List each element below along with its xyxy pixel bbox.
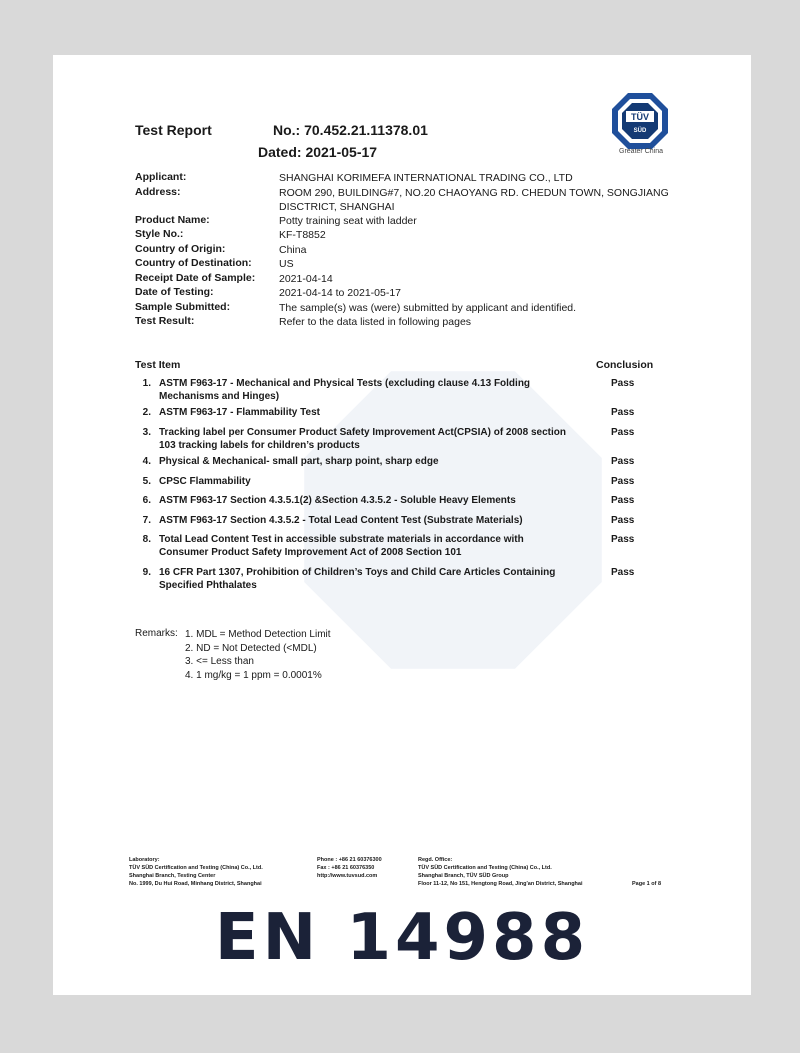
info-row-style	[135, 228, 695, 243]
info-label: Country of Destination:	[135, 257, 252, 269]
item-text: ASTM F963-17 - Mechanical and Physical Tests (excluding clause 4.13 Folding Mechanisms and Hinges)	[159, 378, 531, 402]
remark-item: 1. MDL = Method Detection Limit	[185, 629, 331, 640]
info-value: China	[279, 243, 307, 256]
item-text: ASTM F963-17 Section 4.3.5.1(2) &Section 4.3.5.2 - Soluble Heavy Elements	[159, 495, 516, 506]
footer-office: Regd. Office: TÜV SÜD Certification and Testing (China) Co., Ltd. Shanghai Branch, TÜV SÜD Group Floor 11-12, No 151, Hengtong Road, Jing'an District, Shanghai	[418, 857, 583, 887]
item-result: Pass	[611, 407, 635, 418]
item-number: 3.	[142, 427, 151, 438]
remark-item: 4. 1 mg/kg = 1 ppm = 0.0001%	[185, 669, 322, 681]
info-value: 2021-04-14 to 2021-05-17	[279, 287, 402, 299]
item-number: 9.	[142, 567, 151, 578]
info-value: Potty training seat with ladder	[279, 214, 417, 227]
item-number: 4.	[142, 456, 151, 467]
item-number: 6.	[142, 495, 151, 506]
item-result: Pass	[611, 534, 635, 545]
item-text: Tracking label per Consumer Product Safety Improvement Act(CPSIA) of 2008 section 103 tracking labels for children’s products	[159, 427, 566, 451]
item-result: Pass	[611, 567, 635, 578]
item-result: Pass	[611, 515, 635, 526]
item-text: Physical & Mechanical- small part, sharp point, sharp edge	[159, 456, 439, 467]
item-number: 7.	[142, 515, 151, 526]
svg-text:TÜV: TÜV	[631, 112, 649, 122]
item-number: 2.	[142, 407, 151, 418]
info-value: US	[279, 258, 294, 270]
page-number: Page 1 of 8	[632, 881, 662, 887]
tuv-sud-logo-icon	[610, 91, 670, 155]
info-value: SHANGHAI KORIMEFA INTERNATIONAL TRADING CO., LTD	[279, 172, 573, 184]
info-label: Address:	[135, 185, 181, 198]
remark-item: 3. <= Less than	[185, 656, 254, 667]
report-number: No.: 70.452.21.11378.01	[273, 122, 428, 138]
info-row-destination	[135, 257, 695, 272]
footer-contact: Phone : +86 21 60376300 Fax : +86 21 60376350 http://www.tuvsud.com	[317, 857, 382, 879]
info-row-product	[135, 214, 695, 229]
report-label: Test Report	[135, 122, 212, 138]
report-info	[135, 171, 695, 330]
info-row-testing-date	[135, 286, 695, 301]
info-value: ROOM 290, BUILDING#7, NO.20 CHAOYANG RD. CHEDUN TOWN, SONGJIANG	[279, 186, 669, 199]
info-value: 2021-04-14	[279, 272, 333, 285]
remarks-list	[185, 628, 331, 682]
info-label: Test Result:	[135, 315, 195, 327]
logo-caption: Greater China	[619, 148, 663, 155]
item-number: 8.	[142, 534, 151, 545]
info-label: Receipt Date of Sample:	[135, 271, 256, 284]
standard-label: EN 14988	[214, 901, 590, 975]
item-text: 16 CFR Part 1307, Prohibition of Children’s Toys and Child Care Articles Containing Specified Phthalates	[159, 567, 556, 591]
report-page	[53, 55, 751, 995]
item-text: ASTM F963-17 - Flammability Test	[159, 407, 320, 418]
info-label: Product Name:	[135, 213, 210, 226]
report-date: Dated: 2021-05-17	[258, 144, 378, 160]
info-value: KF-T8852	[279, 229, 326, 241]
item-text: CPSC Flammability	[159, 476, 251, 487]
test-item-header: Test Item	[135, 359, 181, 371]
info-label: Country of Origin:	[135, 242, 226, 255]
info-label: Style No.:	[135, 228, 184, 240]
info-label: Applicant:	[135, 171, 187, 183]
info-row-result	[135, 315, 695, 330]
info-label: Date of Testing:	[135, 286, 214, 298]
conclusion-header: Conclusion	[596, 359, 654, 371]
item-result: Pass	[611, 476, 635, 487]
item-text: ASTM F963-17 Section 4.3.5.2 - Total Lead Content Test (Substrate Materials)	[159, 515, 523, 526]
info-row-receipt-date	[135, 272, 695, 287]
item-result: Pass	[611, 495, 635, 506]
info-label: Sample Submitted:	[135, 300, 231, 313]
item-result: Pass	[611, 378, 635, 389]
info-row-sample	[135, 301, 695, 316]
item-text: Total Lead Content Test in accessible substrate materials in accordance with Consumer Product Safety Improvement Act of 2008 Section 101	[159, 534, 524, 558]
item-result: Pass	[611, 427, 635, 438]
info-row-address	[135, 186, 695, 214]
item-result: Pass	[611, 456, 635, 467]
remarks-label: Remarks:	[135, 628, 178, 639]
svg-text:SÜD: SÜD	[633, 128, 647, 134]
info-row-origin	[135, 243, 695, 258]
footer-laboratory: Laboratory: TÜV SÜD Certification and Testing (China) Co., Ltd. Shanghai Branch, Testing Center No. 1999, Du Hui Road, Minhang District, Shanghai	[129, 857, 263, 887]
item-number: 1.	[142, 378, 151, 389]
info-value: The sample(s) was (were) submitted by applicant and identified.	[279, 301, 577, 314]
item-number: 5.	[142, 476, 151, 487]
info-value-line2: DISCTRICT, SHANGHAI	[279, 200, 395, 213]
info-value: Refer to the data listed in following pages	[279, 316, 472, 328]
info-row-applicant	[135, 171, 695, 186]
remark-item: 2. ND = Not Detected (<MDL)	[185, 642, 317, 654]
